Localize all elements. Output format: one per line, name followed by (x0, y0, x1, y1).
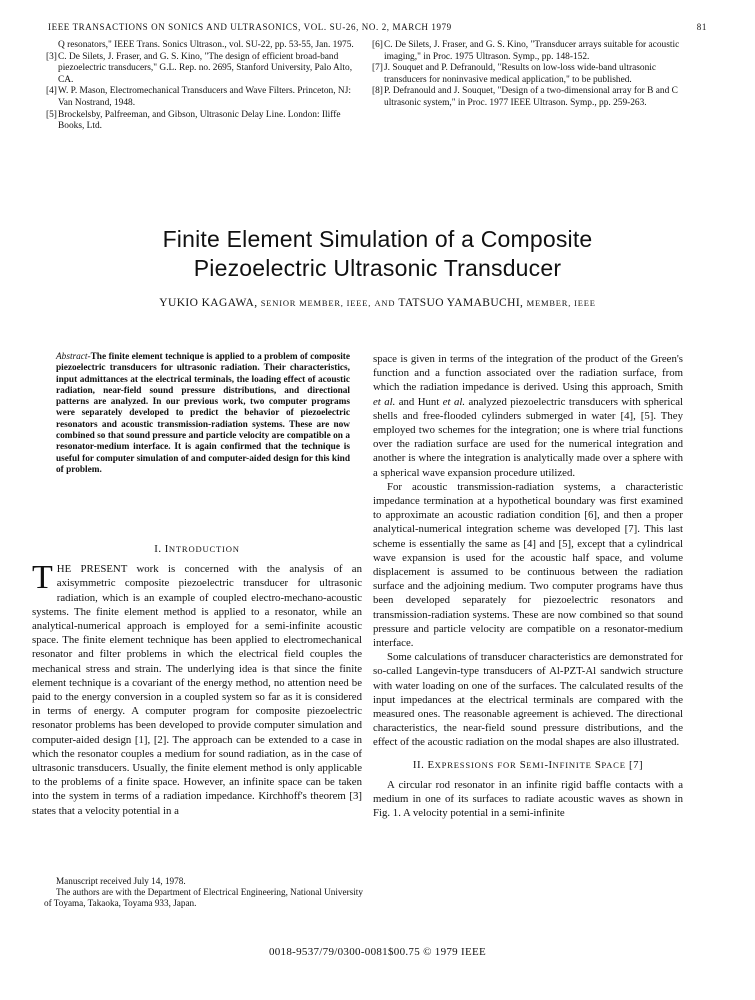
section-heading: II. EXPRESSIONS FOR SEMI-INFINITE SPACE [7] (412, 758, 644, 771)
body-paragraph: THE PRESENT work is concerned with the analysis of an axisymmetric composite piezoelectric transducer for ultrasonic radiation, which is an example of coupled electro-mechano-acoustic systems. The finite element method is applied to a resonator, while an analytical-numerical approach is employed for a semi-infinite acoustic space. The finite element technique has been applied to electromechanical resonator and filter problems in which the electrical field couples the mechanical stress and strain. The underlying idea is that since the finite element technique is a covariant of the energy method, no attention need be paid to the energy conversion in a coupled system so far as it is considered in terms of energy. A computer program for composite piezoelectric resonator problems has been developed to provide computer simulation and computer-aided design [1], [2]. The approach can be extended to a case in which the resonator couples a medium for sound radiation, as in the case of ultrasonic transducers. Usually, the finite element method is only applicable to the problems of a finite space. However, an infinite space can be taken into the system in terms of a radiation impedance. Kirchhoff's theorem [3] states that a velocity potential in a (32, 559, 362, 817)
left-column (32, 538, 362, 818)
drop-cap: T (32, 559, 53, 597)
author-name: YUKIO KAGAWA, (159, 297, 258, 309)
author-membership: MEMBER, IEEE (526, 298, 596, 308)
author-name: TATSUO YAMABUCHI, (398, 297, 524, 309)
references-right (372, 40, 697, 110)
abstract-label: Abstract- (56, 352, 91, 362)
reference-item: [8] P. Defranould and J. Souquet, "Design of a two-dimensional array for B and C ultrasonic system," in Proc. 1977 IEEE Ultrason. Symp., pp. 259-263. (372, 86, 678, 108)
title-line-2: Piezoelectric Ultrasonic Transducer (193, 255, 562, 281)
paper-title (0, 225, 755, 283)
section-heading: I. INTRODUCTION (154, 543, 240, 555)
author-conjunction: AND (374, 298, 396, 308)
author-line (0, 297, 755, 309)
body-paragraph: space is given in terms of the integration of the product of the Green's function and a function associated over the radiation surface, from which the radiation impedance is derived. Using this approach, Smith et al. and Hunt et al. analyzed piezoelectric transducers with spherical shells and free-flooded cylinders submerged in water [4], [5]. They employed two schemes for the integration; one is where trial functions over the radiation surface are used for the numerical integration and another is where the integration is analytically made over a sphere with a spherical wave expansion procedure utilized. (373, 353, 683, 479)
body-paragraph: Some calculations of transducer characteristics are demonstrated for so-called Langevin-type transducers of Al-PZT-Al sandwich structure with water loading on one of the surfaces. The calculated results of the input impedances at the electrical terminals are compared with the measured ones. The reasonable agreement is achieved. The directional characteristics, the near-field sound pressure distributions, and the effect of the acoustic radiation on the modal shapes are also illustrated. (373, 651, 683, 749)
reference-item: [6] C. De Silets, J. Fraser, and G. S. Kino, "Transducer arrays suitable for acoustic imaging," in Proc. 1975 Ultrason. Symp., pp. 148-152. (372, 40, 680, 62)
body-paragraph: A circular rod resonator in an infinite rigid baffle contacts with a medium in one of its surfaces to radiate acoustic waves as shown in Fig. 1. A velocity potential in a semi-infinite (373, 778, 683, 820)
abstract (56, 352, 350, 476)
references-left (46, 40, 361, 133)
copyright-line: 0018-9537/79/0300-0081$00.75 © 1979 IEEE (268, 946, 487, 958)
reference-item: Q resonators," IEEE Trans. Sonics Ultrason., vol. SU-22, pp. 53-55, Jan. 1975. (58, 40, 354, 50)
journal-header: IEEE TRANSACTIONS ON SONICS AND ULTRASONICS, VOL. SU-26, NO. 2, MARCH 1979 (48, 22, 452, 32)
title-line-1: Finite Element Simulation of a Composite (162, 226, 593, 252)
footnote: Manuscript received July 14, 1978. The authors are with the Department of Electrical Engineering, National University of Toyama, Takaoka, Toyama 933, Japan. (44, 876, 363, 909)
author-membership: SENIOR MEMBER, IEEE, (260, 298, 372, 308)
page-number: 81 (696, 22, 707, 32)
reference-item: [7] J. Souquet and P. Defranould, "Results on low-loss wide-band ultrasonic transducers for noninvasive medical application," to be published. (372, 63, 657, 85)
running-head (48, 22, 707, 34)
reference-item: [3] C. De Silets, J. Fraser, and G. S. Kino, "The design of efficient broad-band piezoelectric transducers," G.L. Rep. no. 2695, Stanford University, Palo Alto, CA. (46, 51, 353, 85)
abstract-text: The finite element technique is applied to a problem of composite piezoelectric transducers for ultrasonic radiation. Their characteristics, input admittances at the electrical terminals, the loading effect of acoustic radiation, near-field sound pressure distributions, and directional patterns are analyzed. In our previous work, two computer programs were separately developed to predict the behavior of piezoelectric resonators and acoustic transmission-radiation systems. These are now combined so that sound pressure and particle velocity are compatible on a resonator-medium interface. It is again confirmed that the technique is useful for computer simulation of and computer-aided design for this kind of problem. (56, 352, 350, 475)
reference-item: [5] Brockelsby, Palfreeman, and Gibson, Ultrasonic Delay Line. London: Iliffe Books, Ltd. (46, 109, 341, 132)
reference-item: [4] W. P. Mason, Electromechanical Transducers and Wave Filters. Princeton, NJ: Van Nostrand, 1948. (46, 86, 351, 108)
body-paragraph: For acoustic transmission-radiation systems, a characteristic impedance termination at a hypothetical boundary was first examined to approximate an acoustic radiation condition [6], and then a proper analytical-numerical integration scheme was developed [7]. This last scheme is essentially the same as [4] and [5], except that a cylindrical wave expansion is used for the acoustic half space, and volume displacement is assumed to be continuous between the radiation surface and the adjoining medium. Two computer programs have thus been developed separately for piezoelectric resonators and transmission-radiation systems. These are now combined so that sound pressure and particle velocity are compatible on a resonator-medium interface. (373, 480, 683, 650)
right-column (373, 352, 683, 821)
